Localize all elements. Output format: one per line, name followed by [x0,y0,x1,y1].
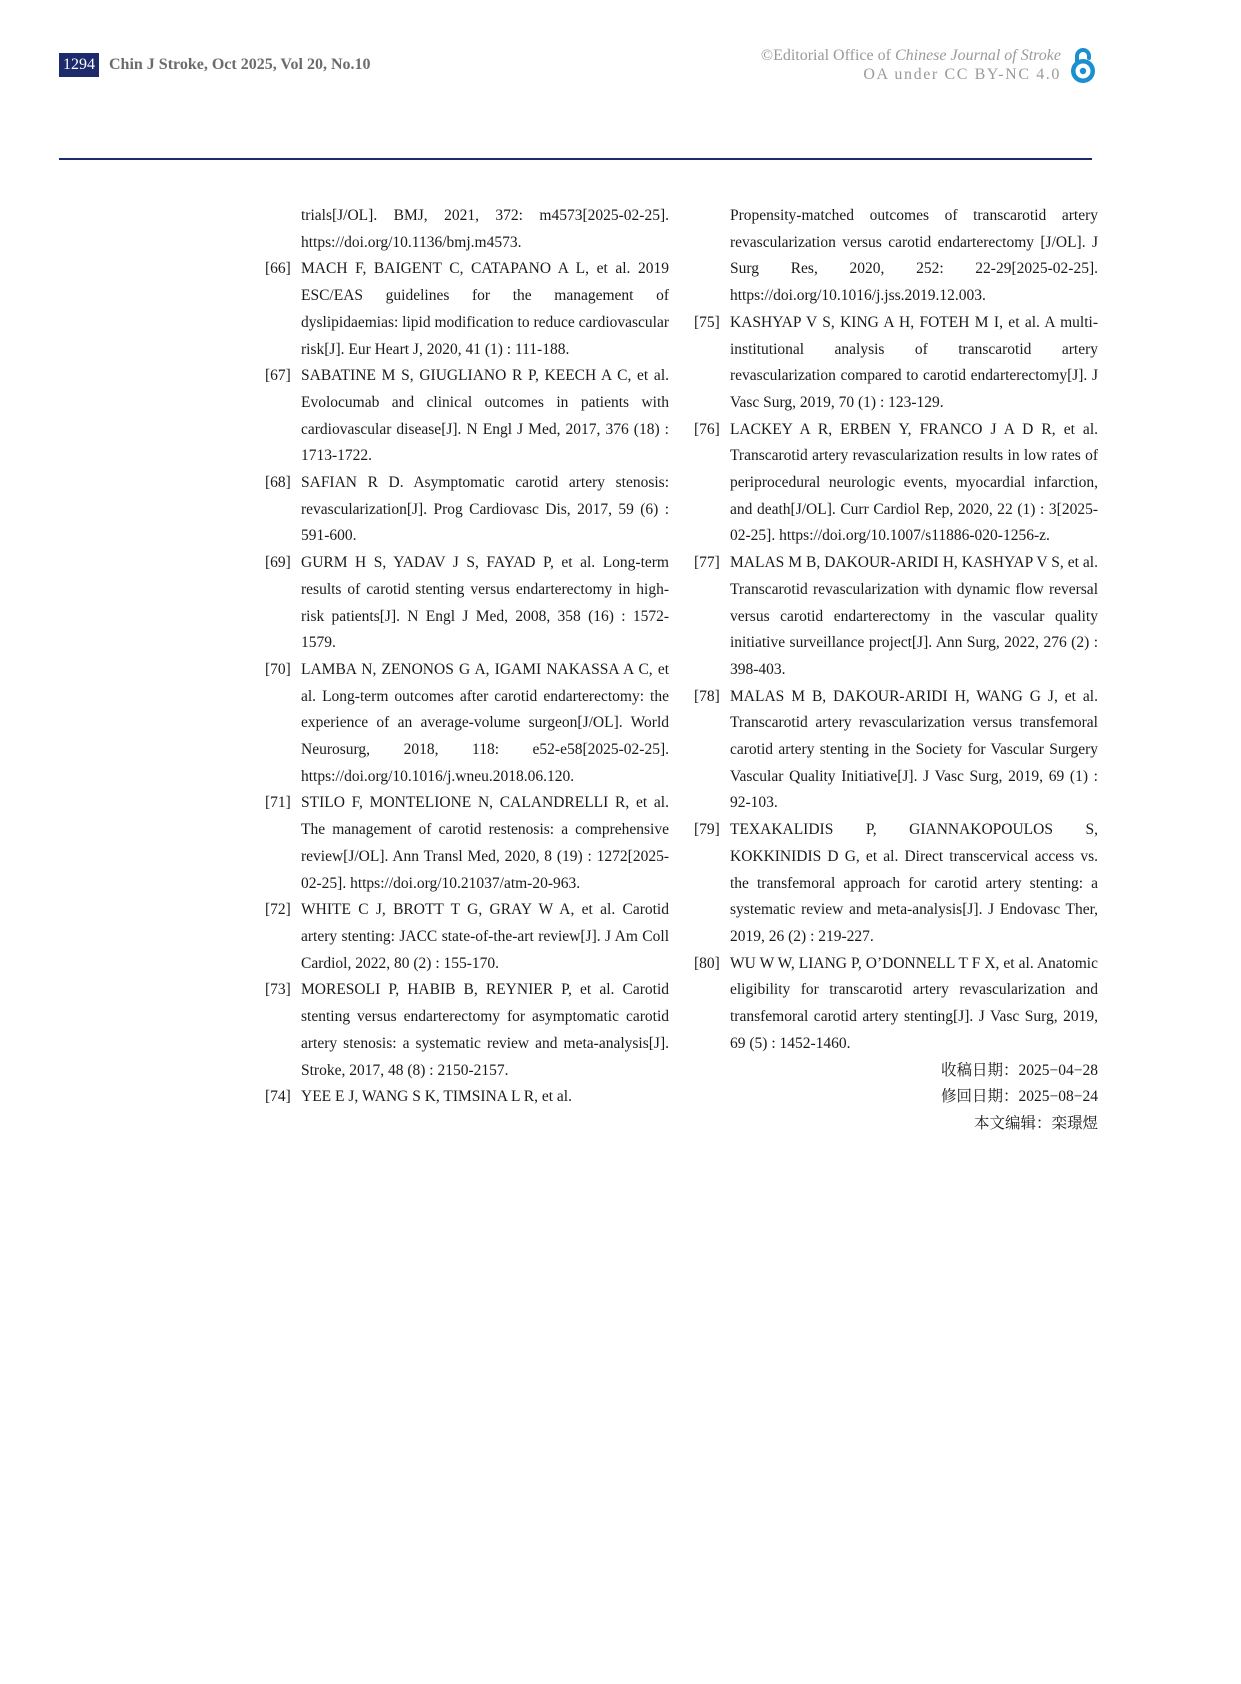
reference-number: [77] [694,554,720,572]
reference-number: [71] [265,794,291,812]
publication-dates [694,1058,1098,1138]
reference-item [265,790,669,897]
reference-item [694,951,1098,1058]
reference-number: [66] [265,260,291,278]
reference-item [265,897,669,977]
reference-text: GURM H S, YADAV J S, FAYAD P, et al. Long-term results of carotid stenting versus endarterectomy in high-risk patients[J]. N Engl J Med, 2008, 358 (16) : 1572-1579. [301,554,669,652]
reference-number: [74] [265,1088,291,1106]
header-rule [59,158,1092,160]
reference-item [694,417,1098,551]
reference-item [694,550,1098,684]
reference-text: STILO F, MONTELIONE N, CALANDRELLI R, et al. The management of carotid restenosis: a comprehensive review[J/OL]. Ann Transl Med, 2020, 8 (19) : 1272[2025-02-25]. https://doi.org/10.21037/atm-20-963. [301,794,669,892]
reference-text: SABATINE M S, GIUGLIANO R P, KEECH A C, et al. Evolocumab and clinical outcomes in patients with cardiovascular disease[J]. N Engl J Med, 2017, 376 (18) : 1713-1722. [301,367,669,465]
reference-number: [73] [265,981,291,999]
reference-item [265,256,669,363]
copyright-prefix: ©Editorial Office of [760,47,895,64]
reference-text: MACH F, BAIGENT C, CATAPANO A L, et al. 2019 ESC/EAS guidelines for the management of dyslipidaemias: lipid modification to reduce cardiovascular risk[J]. Eur Heart J, 2020, 41 (1) : 111-188. [301,260,670,358]
revised-date: 修回日期：2025−08−24 [941,1088,1098,1106]
reference-item [694,817,1098,951]
reference-number: [72] [265,901,291,919]
reference-item [265,550,669,657]
reference-number: [67] [265,367,291,385]
reference-text: MORESOLI P, HABIB B, REYNIER P, et al. Carotid stenting versus endarterectomy for asymptomatic carotid artery stenosis: a systematic review and meta-analysis[J]. Stroke, 2017, 48 (8) : 2150-2157. [301,981,669,1079]
reference-item [694,684,1098,818]
reference-text: Propensity-matched outcomes of transcarotid artery revascularization versus carotid endarterectomy [J/OL]. J Surg Res, 2020, 252: 22-29[2025-02-25]. https://doi.org/10.1016/j.jss.2019.12.003. [730,207,1098,305]
copyright-notice [761,46,1061,84]
reference-item [694,310,1098,417]
open-access-lock-icon [1069,46,1097,84]
reference-text: LACKEY A R, ERBEN Y, FRANCO J A D R, et al. Transcarotid artery revascularization results in low rates of periprocedural neurologic events, myocardial infarction, and death[J/OL]. Curr Cardiol Rep, 2020, 22 (1) : 3[2025-02-25]. https://doi.org/10.1007/s11886-020-1256-z. [730,420,1098,545]
reference-text: MALAS M B, DAKOUR-ARIDI H, WANG G J, et al. Transcarotid artery revascularization versus transfemoral carotid artery stenting in the Society for Vascular Surgery Vascular Quality Initiative[J]. J Vasc Surg, 2019, 69 (1) : 92-103. [730,687,1098,812]
copyright-journal: Chinese Journal of Stroke [894,47,1061,64]
received-date: 收稿日期：2025−04−28 [941,1061,1098,1079]
reference-text: LAMBA N, ZENONOS G A, IGAMI NAKASSA A C, et al. Long-term outcomes after carotid endarterectomy: the experience of an average-volume surgeon[J/OL]. World Neurosurg, 2018, 118: e52-e58[2025-02-25]. https://doi.org/10.1016/j.wneu.2018.06.120. [301,660,669,785]
journal-citation: Chin J Stroke, Oct 2025, Vol 20, No.10 [109,56,371,73]
reference-number: [79] [694,821,720,839]
reference-number: [78] [694,687,720,705]
reference-number: [75] [694,313,720,331]
reference-text: WHITE C J, BROTT T G, GRAY W A, et al. Carotid artery stenting: JACC state-of-the-art review[J]. J Am Coll Cardiol, 2022, 80 (2) : 155-170. [301,901,669,972]
reference-item [694,203,1098,310]
references-right-column [694,203,1098,1138]
reference-text: WU W W, LIANG P, O’DONNELL T F X, et al. Anatomic eligibility for transcarotid artery revascularization and transfemoral carotid artery stenting[J]. J Vasc Surg, 2019, 69 (5) : 1452-1460. [730,954,1098,1052]
reference-number: [80] [694,954,720,972]
reference-item [265,1084,669,1111]
reference-number: [68] [265,474,291,492]
reference-text: SAFIAN R D. Asymptomatic carotid artery stenosis: revascularization[J]. Prog Cardiovasc Dis, 2017, 59 (6) : 591-600. [301,474,669,545]
page-number: 1294 [59,53,99,77]
reference-number: [76] [694,420,720,438]
license-text: OA under CC BY-NC 4.0 [863,66,1061,83]
reference-text: YEE E J, WANG S K, TIMSINA L R, et al. [301,1088,572,1106]
reference-number: [70] [265,660,291,678]
reference-number: [69] [265,554,291,572]
editor-credit: 本文编辑：栾璟煜 [973,1114,1098,1132]
reference-item [265,657,669,791]
reference-item [265,470,669,550]
references-left-column [265,203,669,1111]
reference-item [265,363,669,470]
reference-text: MALAS M B, DAKOUR-ARIDI H, KASHYAP V S, et al. Transcarotid revascularization with dynamic flow reversal versus carotid endarterectomy in the vascular quality initiative surveillance project[J]. Ann Surg, 2022, 276 (2) : 398-403. [730,554,1098,678]
reference-text: KASHYAP V S, KING A H, FOTEH M I, et al. A multi-institutional analysis of transcarotid artery revascularization compared to carotid endarterectomy[J]. J Vasc Surg, 2019, 70 (1) : 123-129. [730,313,1098,411]
reference-item [265,977,669,1084]
reference-item [265,203,669,256]
reference-text: TEXAKALIDIS P, GIANNAKOPOULOS S, KOKKINIDIS D G, et al. Direct transcervical access vs. the transfemoral approach for carotid artery stenting: a systematic review and meta-analysis[J]. J Endovasc Ther, 2019, 26 (2) : 219-227. [730,821,1098,945]
reference-text: trials[J/OL]. BMJ, 2021, 372: m4573[2025-02-25]. https://doi.org/10.1136/bmj.m4573. [301,207,669,251]
